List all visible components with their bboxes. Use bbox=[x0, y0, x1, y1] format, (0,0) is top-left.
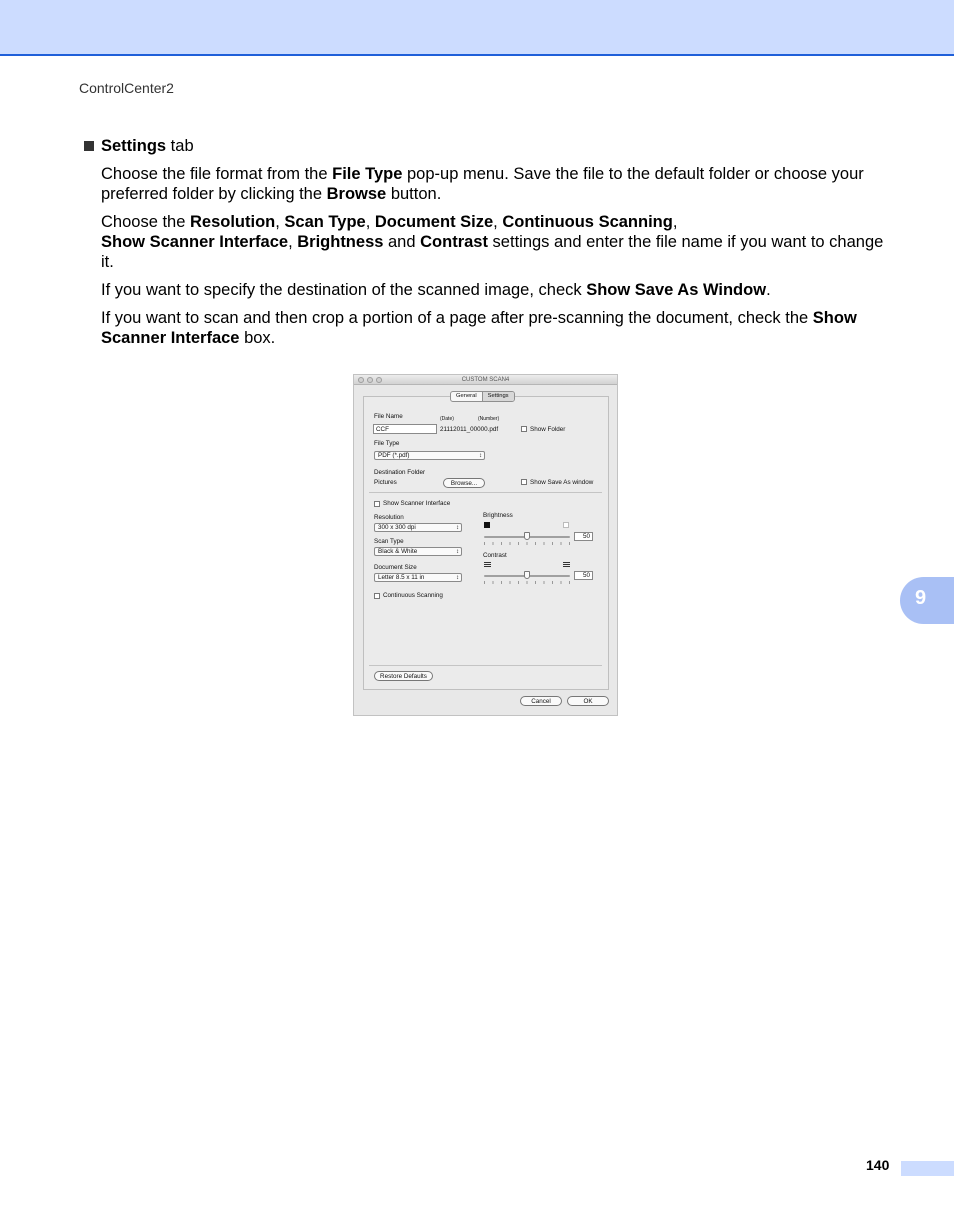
document-size-popup[interactable]: Letter 8.5 x 11 in ↕ bbox=[374, 573, 462, 582]
file-type-popup[interactable]: PDF (*.pdf) ↕ bbox=[374, 451, 485, 460]
p2-text: , bbox=[288, 233, 298, 251]
chapter-tab bbox=[900, 577, 954, 624]
p2-bold: Continuous Scanning bbox=[502, 213, 673, 231]
light-square-icon bbox=[563, 522, 569, 528]
p4-text: box. bbox=[239, 329, 276, 347]
p2-text: and bbox=[383, 233, 421, 251]
p2-bold: Scan Type bbox=[284, 213, 366, 231]
file-name-input[interactable]: CCF bbox=[373, 424, 437, 434]
separator bbox=[369, 665, 602, 666]
section-heading bbox=[84, 136, 894, 156]
date-label: (Date) bbox=[440, 416, 454, 422]
p2-bold: Resolution bbox=[189, 213, 276, 231]
p2-text: Choose the bbox=[101, 213, 190, 231]
section-content bbox=[84, 136, 894, 348]
contrast-ticks bbox=[484, 581, 570, 584]
p2-bold: Document Size bbox=[374, 213, 494, 231]
file-name-label: File Name bbox=[374, 413, 403, 420]
heading-bold: Settings bbox=[101, 137, 167, 155]
file-name-suffix: 21112011_00000.pdf bbox=[440, 426, 499, 433]
p2-bold: Brightness bbox=[297, 233, 384, 251]
paragraph-settings bbox=[101, 212, 894, 272]
show-folder-label: Show Folder bbox=[530, 426, 566, 433]
show-save-as-checkbox[interactable] bbox=[521, 479, 527, 485]
document-size-label: Document Size bbox=[374, 564, 417, 571]
brightness-value-field[interactable]: 50 bbox=[574, 532, 593, 541]
resolution-label: Resolution bbox=[374, 514, 404, 521]
p2-text: settings and enter the file name if you want to change it. bbox=[101, 233, 884, 271]
tab-general[interactable]: General bbox=[456, 393, 477, 399]
destination-folder-label: Destination Folder bbox=[374, 469, 426, 476]
number-label: (Number) bbox=[478, 416, 500, 422]
dialog-titlebar bbox=[354, 375, 617, 385]
p2-text: , bbox=[365, 213, 375, 231]
contrast-value-field[interactable]: 50 bbox=[574, 571, 593, 580]
continuous-scanning-checkbox[interactable] bbox=[374, 593, 380, 599]
heading-rest: tab bbox=[166, 137, 194, 155]
p4-text: If you want to scan and then crop a portion of a page after pre-scanning the document, check the bbox=[101, 309, 813, 327]
destination-folder-value: Pictures bbox=[374, 479, 397, 486]
p2-text: , bbox=[493, 213, 503, 231]
running-head: ControlCenter2 bbox=[79, 80, 174, 96]
p1-text: pop-up menu. Save the file to the default folder or choose your preferred folder by clicking the bbox=[101, 165, 864, 203]
file-type-label: File Type bbox=[374, 440, 400, 447]
resolution-popup[interactable]: 300 x 300 dpi ↕ bbox=[374, 523, 462, 532]
p3-text: If you want to specify the destination of the scanned image, check bbox=[101, 281, 587, 299]
scan-type-label: Scan Type bbox=[374, 538, 404, 545]
brightness-ticks bbox=[484, 542, 570, 545]
show-scanner-interface-label: Show Scanner Interface bbox=[383, 500, 451, 507]
chapter-number: 9 bbox=[915, 587, 927, 609]
tab-settings[interactable]: Settings bbox=[482, 392, 514, 401]
continuous-scanning-label: Continuous Scanning bbox=[383, 592, 443, 599]
separator bbox=[369, 492, 602, 493]
brightness-label: Brightness bbox=[483, 512, 513, 519]
contrast-label: Contrast bbox=[483, 552, 507, 559]
p2-bold: Show Scanner Interface bbox=[101, 233, 289, 251]
header-band bbox=[0, 0, 954, 56]
p1-text: button. bbox=[386, 185, 442, 203]
p1-bold-browse: Browse bbox=[326, 185, 387, 203]
dialog-title: CUSTOM SCAN4 bbox=[461, 377, 510, 383]
brightness-slider-thumb[interactable] bbox=[524, 532, 530, 540]
p3-bold: Show Save As Window bbox=[586, 281, 767, 299]
dialog-tabs bbox=[450, 391, 515, 402]
p4-bold: Show Scanner Interface bbox=[101, 309, 857, 347]
paragraph-save-as bbox=[101, 280, 894, 300]
p1-text: Choose the file format from the bbox=[101, 165, 333, 183]
p2-bold: Contrast bbox=[420, 233, 488, 251]
high-contrast-icon bbox=[563, 562, 570, 568]
paragraph-scanner-interface bbox=[101, 308, 894, 348]
show-scanner-interface-checkbox[interactable] bbox=[374, 501, 380, 507]
p3-text: . bbox=[766, 281, 771, 299]
bullet-square-icon bbox=[84, 141, 94, 151]
contrast-slider-thumb[interactable] bbox=[524, 571, 530, 579]
custom-scan-dialog bbox=[353, 374, 618, 716]
browse-button[interactable]: Browse... bbox=[443, 478, 485, 488]
low-contrast-icon bbox=[484, 562, 491, 568]
p2-text: , bbox=[672, 213, 678, 231]
show-save-as-label: Show Save As window bbox=[530, 479, 594, 486]
restore-defaults-button[interactable]: Restore Defaults bbox=[374, 671, 433, 681]
paragraph-file-type bbox=[101, 164, 894, 204]
dark-square-icon bbox=[484, 522, 490, 528]
scan-type-popup[interactable]: Black & White ↕ bbox=[374, 547, 462, 556]
cancel-button[interactable]: Cancel bbox=[520, 696, 562, 706]
page-number: 140 bbox=[866, 1157, 890, 1173]
p2-text: , bbox=[275, 213, 285, 231]
page-number-bar bbox=[901, 1161, 954, 1176]
show-folder-checkbox[interactable] bbox=[521, 426, 527, 432]
p1-bold-file-type: File Type bbox=[332, 165, 403, 183]
ok-button[interactable]: OK bbox=[567, 696, 609, 706]
